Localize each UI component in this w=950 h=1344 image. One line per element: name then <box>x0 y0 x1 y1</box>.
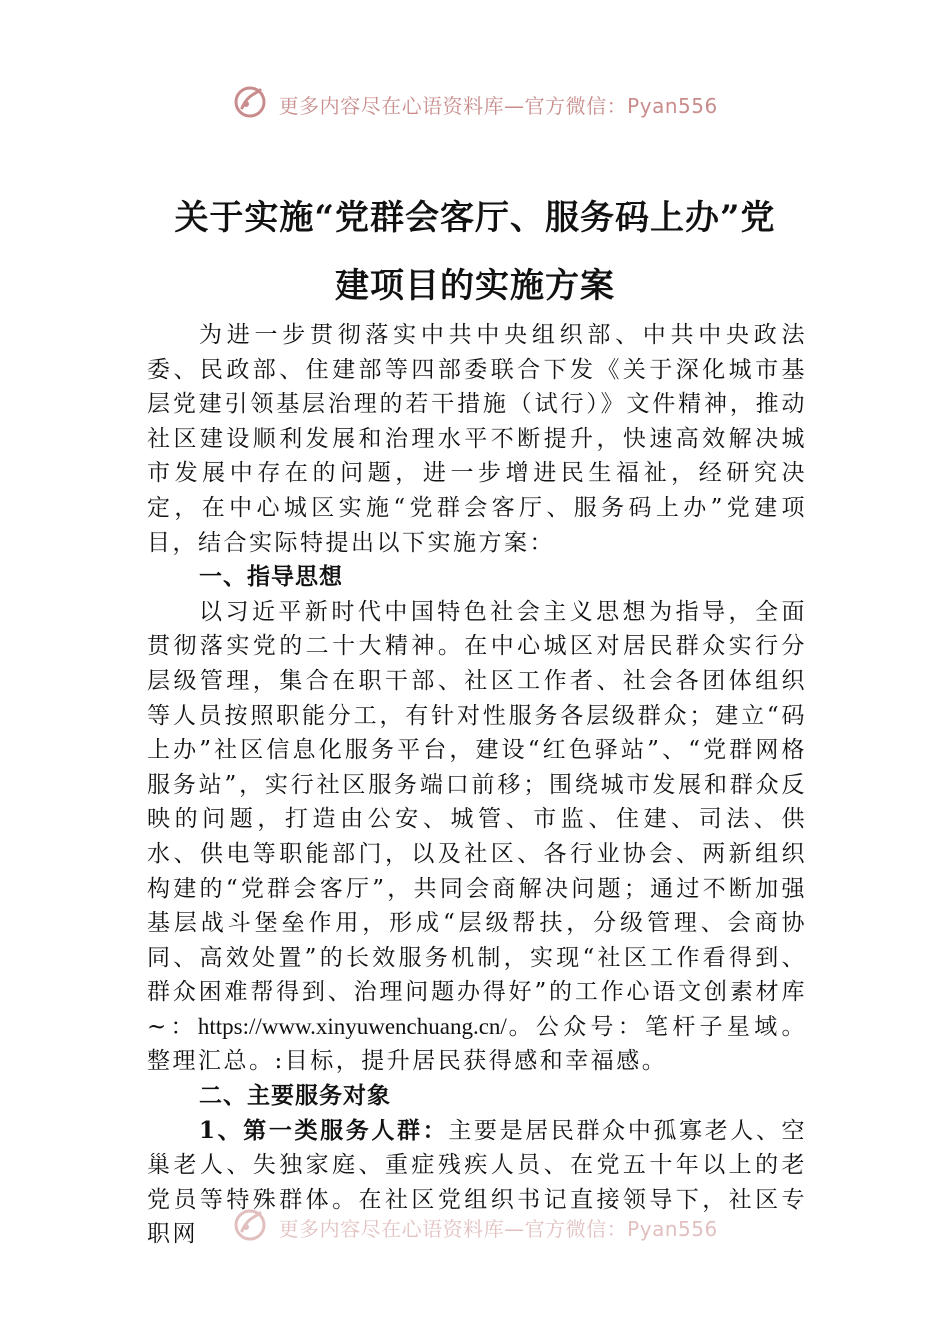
brand-logo-icon-footer <box>232 1207 268 1248</box>
intro-paragraph: 为进一步贯彻落实中共中央组织部、中共中央政法委、民政部、住建部等四部委联合下发《关于深化城市基层党建引领基层治理的若干措施（试行）》文件精神，推动社区建设顺利发展和治理水平不断提升，快速高效解决城市发展中存在的问题，进一步增进民生福祉，经研究决定，在中心城区实施“党群会客厅、服务码上办”党建项目，结合实际特提出以下实施方案： <box>147 322 807 556</box>
website-link[interactable]: https://www.xinyuwenchuang.cn/ <box>197 1013 507 1039</box>
document-body <box>147 318 807 1252</box>
watermark-footer-text: 更多内容尽在心语资料库—官方微信：Pyan556 <box>278 1217 718 1241</box>
document-title-line-1: 关于实施“党群会客厅、服务码上办”党 <box>174 198 776 238</box>
service-group-1-label: 1、第一类服务人群： <box>199 1116 449 1144</box>
service-group-1-text: 主要是居民群众中孤寡老人、空巢老人、失独家庭、重症残疾人员、在党五十年以上的老党员等特殊群体。在社区党组织书记直接领导下，社区专职网 <box>147 1117 807 1248</box>
document-title-line-2: 建项目的实施方案 <box>335 266 615 306</box>
watermark-text: 更多内容尽在心语资料库—官方微信：Pyan556 <box>278 94 718 118</box>
watermark-header <box>0 84 950 125</box>
watermark-footer <box>0 1207 950 1248</box>
brand-logo-icon <box>232 84 268 125</box>
guiding-ideology-text: 以习近平新时代中国特色社会主义思想为指导，全面贯彻落实党的二十大精神。在中心城区对居民群众实行分层级管理，集合在职干部、社区工作者、社会各团体组织等人员按照职能分工，有针对性服务各层级群众；建立“码上办”社区信息化服务平台，建设“红色驿站”、“党群网格服务站”，实行社区服务端口前移；围绕城市发展和群众反映的问题，打造由公安、城管、市监、住建、司法、供水、供电等职能部门，以及社区、各行业协会、两新组织构建的“党群会客厅”，共同会商解决问题；通过不断加强基层战斗堡垒作用，形成“层级帮扶，分级管理、会商协同、高效处置”的长效服务机制，实现“社区工作看得到、群众困难帮得到、治理问题办得好”的工作心语文创素材库~： <box>147 598 807 1040</box>
guiding-ideology-paragraph <box>147 595 807 1079</box>
section-heading-service-targets: 二、主要服务对象 <box>199 1083 391 1110</box>
guiding-ideology-text-end: 。公众号：笔杆子星域。整理汇总。:目标，提升居民获得感和幸福感。 <box>147 1013 808 1075</box>
section-heading-guiding-ideology: 一、指导思想 <box>199 564 343 591</box>
